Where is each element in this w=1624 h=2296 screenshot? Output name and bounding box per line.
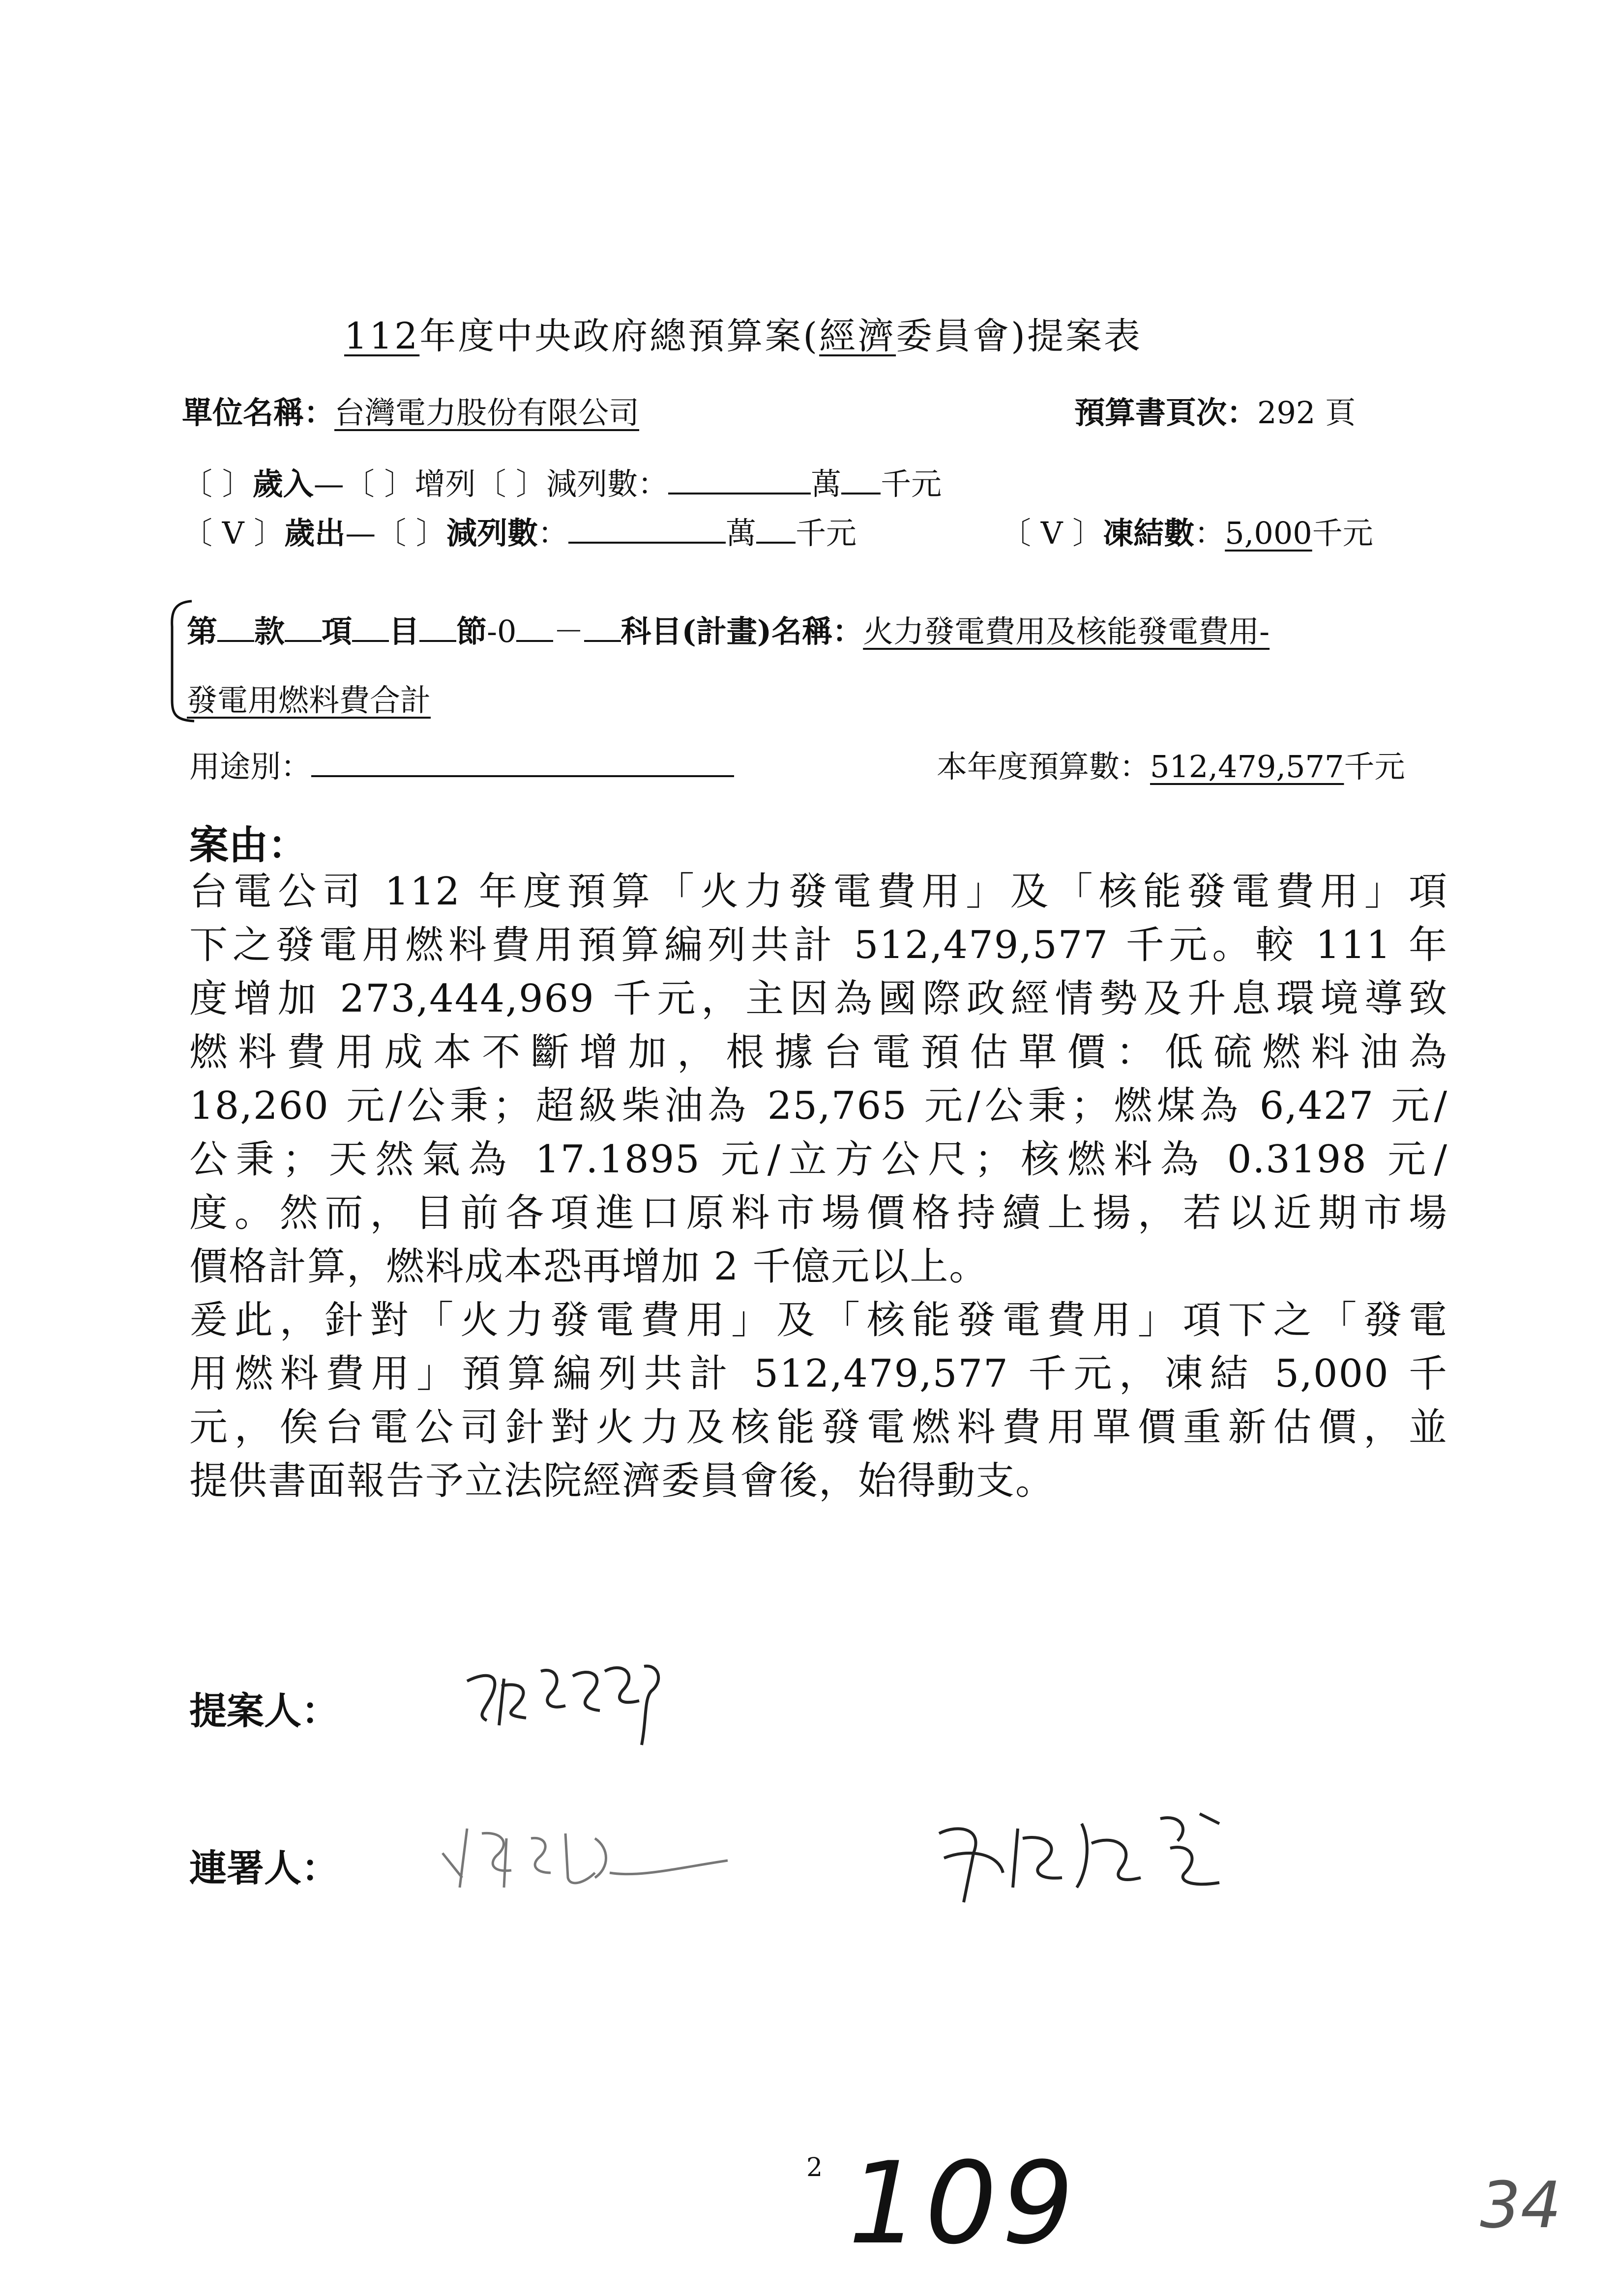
subject-blank-xiang (285, 610, 322, 642)
reason-line: 用燃料費用」預算編列共計 512,479,577 千元，凍結 5,000 千 (189, 1352, 1448, 1396)
reason-line: 元，俟台電公司針對火力及核能發電燃料費用單價重新估價，並 (189, 1405, 1448, 1450)
expense-wan-blank (568, 511, 726, 544)
reason-line: 下之發電用燃料費用預算編列共計 512,479,577 千元。較 111 年 (189, 923, 1448, 967)
subject-name-line2: 發電用燃料費合計 (187, 682, 431, 718)
proposer-signature (457, 1652, 683, 1760)
document-title (344, 307, 1142, 359)
reason-line: 度增加 273,444,969 千元，主因為國際政經情勢及升息環境導致 (189, 977, 1448, 1021)
unit-value: 台灣電力股份有限公司 (334, 395, 640, 431)
subject-name-line1: 火力發電費用及核能發電費用- (863, 613, 1270, 649)
budget-value: 512,479,577 (1150, 749, 1344, 785)
title-committee: 經濟 (819, 315, 896, 357)
expense-label: 歲出 (284, 515, 346, 551)
reason-line: 爰此，針對「火力發電費用」及「核能發電費用」項下之「發電 (189, 1298, 1448, 1342)
unit-label: 單位名稱： (182, 395, 335, 431)
reason-line: 燃料費用成本不斷增加，根據台電預估單價：低硫燃料油為 (189, 1030, 1448, 1075)
budget-row (937, 742, 1405, 786)
revenue-qianyuan: 千元 (881, 466, 942, 502)
subject-mu: 目 (389, 613, 420, 649)
subject-di: 第 (187, 613, 218, 649)
revenue-wan-blank (668, 462, 811, 494)
page-ref-label: 預算書頁次： (1074, 395, 1258, 431)
freeze-row (1001, 509, 1373, 552)
reason-line: 台電公司 112 年度預算「火力發電費用」及「核能發電費用」項 (189, 870, 1448, 914)
expense-row (182, 509, 856, 552)
expense-checkbox: 〔 V 〕 (182, 515, 285, 551)
reason-paragraph-1 (189, 865, 1448, 1294)
revenue-label: 歲入 (252, 466, 314, 502)
usage-row (189, 742, 734, 786)
subject-row (187, 607, 1270, 651)
handwritten-page-number: 109 (848, 2138, 1079, 2269)
revenue-qian-blank (841, 462, 881, 494)
subject-label: 科目(計畫)名稱： (620, 613, 863, 649)
reason-line: 度。然而，目前各項進口原料市場價格持續上揚，若以近期市場 (189, 1191, 1448, 1235)
expense-colon: ： (537, 515, 568, 551)
reason-line: 價格計算，燃料成本恐再增加 2 千億元以上。 (189, 1245, 989, 1289)
handwritten-corner-number: 34 (1480, 2168, 1562, 2242)
usage-label: 用途別： (189, 749, 312, 785)
page-ref (1074, 388, 1356, 432)
budget-unit: 千元 (1344, 749, 1405, 785)
subject-blank-kuan (217, 610, 254, 642)
usage-blank (311, 745, 734, 777)
reason-body (189, 865, 1448, 1508)
subject-row-2 (187, 676, 431, 720)
reason-line: 提供書面報告予立法院經濟委員會後，始得動支。 (189, 1459, 1055, 1503)
subject-kuan: 款 (254, 613, 285, 649)
reason-line: 公秉；天然氣為 17.1895 元/立方公尺；核燃料為 0.3198 元/ (189, 1137, 1448, 1182)
subject-blank-mu (352, 610, 389, 642)
expense-qianyuan: 千元 (795, 515, 856, 551)
freeze-colon: ： (1194, 515, 1225, 551)
revenue-checkbox: 〔 〕 (182, 466, 253, 502)
reason-paragraph-2 (189, 1294, 1448, 1508)
cosigner-signature-2 (924, 1794, 1278, 1922)
revenue-wan: 萬 (811, 466, 842, 502)
freeze-value: 5,000 (1225, 515, 1312, 551)
subject-jie: 節 (456, 613, 487, 649)
cosigner-label: 連署人： (189, 1846, 339, 1890)
subject-blank-a (516, 610, 553, 642)
freeze-checkbox: 〔 V 〕 (1001, 515, 1103, 551)
subject-jie-num: -0 (487, 613, 517, 649)
subject-xiang: 項 (322, 613, 353, 649)
freeze-label: 凍結數 (1103, 515, 1195, 551)
unit-row (182, 388, 639, 432)
expense-cut-label: 減列數 (446, 515, 538, 551)
reason-heading: 案由： (189, 822, 307, 868)
subject-blank-jie (419, 610, 456, 642)
subject-blank-b (584, 610, 621, 642)
title-committee-rest: 委員會 (896, 315, 1011, 357)
title-year: 112 (344, 315, 420, 357)
subject-dash: － (553, 613, 584, 649)
expense-options: —〔 〕 (345, 515, 446, 551)
freeze-unit: 千元 (1312, 515, 1373, 551)
expense-wan: 萬 (725, 515, 756, 551)
expense-qian-blank (756, 511, 796, 544)
budget-label: 本年度預算數： (937, 749, 1151, 785)
cosigner-signature-1 (433, 1809, 747, 1897)
page-ref-value: 292 頁 (1257, 395, 1356, 431)
title-text: 年度中央政府總預算案( (419, 315, 820, 357)
revenue-options: —〔 〕增列〔 〕減列數： (313, 466, 669, 502)
revenue-row (182, 460, 942, 503)
page-number: 2 (806, 2153, 823, 2182)
title-tail: )提案表 (1011, 315, 1142, 357)
proposer-label: 提案人： (189, 1689, 339, 1733)
reason-line: 18,260 元/公秉；超級柴油為 25,765 元/公秉；燃煤為 6,427 元/ (189, 1084, 1448, 1128)
